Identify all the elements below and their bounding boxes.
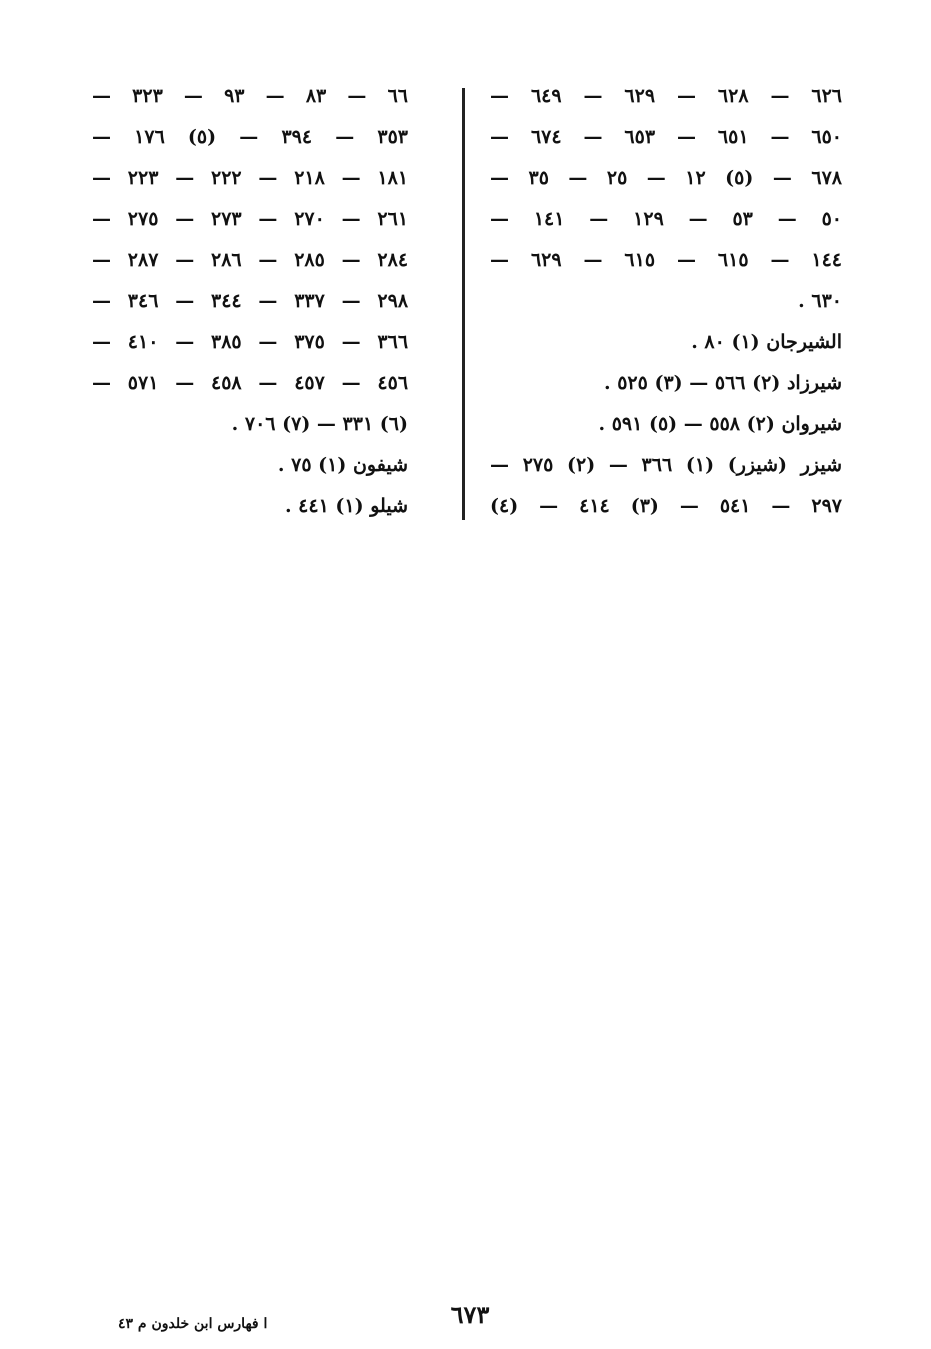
right-column xyxy=(490,76,842,527)
index-line: ٦٦ — ٨٣ — ٩٣ — ٣٢٣ — xyxy=(92,85,408,107)
index-line: ١٤٤ — ٦١٥ — ٦١٥ — ٦٢٩ — xyxy=(490,249,843,271)
index-line: ٥٠ — ٥٣ — ١٢٩ — ١٤١ — xyxy=(490,208,842,230)
index-entry-shirwan: شيروان (٢) ٥٥٨ — (٥) ٥٩١ . xyxy=(598,413,842,435)
index-entry-shifun: شيفون (١) ٧٥ . xyxy=(277,454,408,476)
index-line: ٢٩٨ — ٣٣٧ — ٣٤٤ — ٣٤٦ — xyxy=(92,290,409,312)
index-entry-shirjan: الشيرجان (١) ٨٠ . xyxy=(691,331,842,353)
index-line: ٢٨٤ — ٢٨٥ — ٢٨٦ — ٢٨٧ — xyxy=(92,249,409,271)
index-line: ٢٦١ — ٢٧٠ — ٢٧٣ — ٢٧٥ — xyxy=(92,208,409,230)
index-line: ٤٥٦ — ٤٥٧ — ٤٥٨ — ٥٧١ — xyxy=(92,372,409,394)
footer-signature: ا فهارس ابن خلدون م ٤٣ xyxy=(118,1316,268,1332)
index-line: ٦٢٦ — ٦٢٨ — ٦٢٩ — ٦٤٩ — xyxy=(490,85,843,107)
index-entry-shilu: شيلو (١) ٤٤١ . xyxy=(284,495,408,517)
left-column xyxy=(92,76,408,527)
index-line: ٦٧٨ — (٥) ١٢ — ٢٥ — ٣٥ — xyxy=(490,167,842,189)
index-line: ٢٩٧ — ٥٤١ — (٣) ٤١٤ — (٤) xyxy=(490,495,842,517)
index-entry-shayzar: شيزر (شيزر) (١) ٣٦٦ — (٢) ٢٧٥ — xyxy=(490,454,843,476)
index-line: ٦٣٠ . xyxy=(798,290,842,312)
page-number: ٦٧٣ xyxy=(450,1300,490,1329)
index-line: (٦) ٣٣١ — (٧) ٧٠٦ . xyxy=(231,413,408,435)
index-line: ٣٥٣ — ٣٩٤ — (٥) ١٧٦ — xyxy=(92,126,408,148)
column-divider xyxy=(462,88,465,520)
index-line: ٣٦٦ — ٣٧٥ — ٣٨٥ — ٤١٠ — xyxy=(92,331,409,353)
index-entry-shirzad: شيرزاد (٢) ٥٦٦ — (٣) ٥٢٥ . xyxy=(603,372,842,394)
index-line: ١٨١ — ٢١٨ — ٢٢٢ — ٢٢٣ — xyxy=(92,167,409,189)
index-line: ٦٥٠ — ٦٥١ — ٦٥٣ — ٦٧٤ — xyxy=(490,126,843,148)
